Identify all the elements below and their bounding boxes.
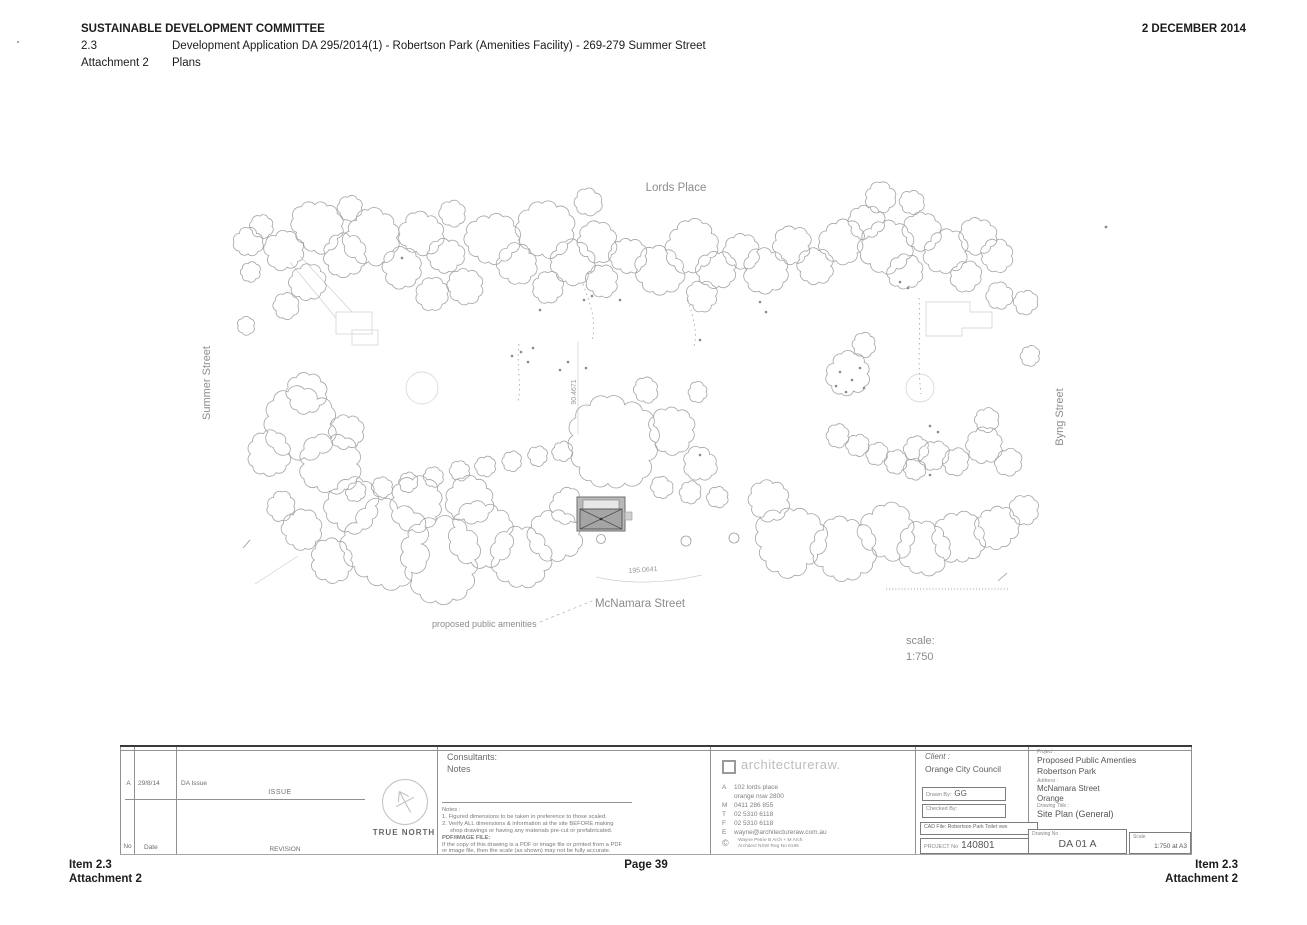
scale-label: scale:: [906, 635, 935, 647]
divider: [120, 747, 121, 855]
item-number: 2.3: [81, 40, 97, 52]
pdf-note-label: PDF/IMAGE FILE:: [442, 835, 491, 841]
project-number-value: 140801: [961, 840, 995, 851]
title-block-double-rule: [120, 750, 1192, 751]
note-1: 1. Figured dimensions to be taken in preference to those scaled.: [442, 814, 607, 820]
drawn-by-box: [922, 787, 1006, 801]
notes-label: Notes :: [442, 807, 461, 813]
amenities-annotation: proposed public amenities: [432, 619, 537, 629]
attachment-label: Attachment 2: [81, 57, 149, 69]
contact-address-2: orange nsw 2800: [734, 793, 784, 800]
divider: [915, 747, 916, 855]
drawing-number-box: [1028, 829, 1127, 854]
item-title: Development Application DA 295/2014(1) - Robertson Park (Amenities Facility) - 269-279 Summer Street: [172, 40, 706, 52]
drawing-title-label: Drawing Title :: [1037, 803, 1069, 809]
issue-label: ISSUE: [268, 789, 292, 796]
firm-logo-icon: [722, 760, 736, 774]
footer-left-attachment: Attachment 2: [69, 873, 142, 885]
consultants-heading: Consultants:: [447, 752, 498, 762]
scale-box-value: 1:750 at A3: [1154, 843, 1187, 850]
drawing-number-label: Drawing No: [1032, 831, 1059, 837]
true-north-label: TRUE NORTH: [372, 828, 436, 837]
small-circles: [597, 533, 740, 546]
contact-fax: F 02 5310 6118: [722, 820, 774, 827]
pdf-note-1: If the copy of this drawing is a PDF or image file or printed from a PDF: [442, 842, 623, 848]
drawn-by-label: Drawn By:: [926, 792, 952, 798]
copyright-icon: ©: [722, 838, 729, 848]
street-label-summer-street: Summer Street: [201, 346, 213, 420]
contact-address-1: A 102 lords place: [722, 784, 779, 791]
checked-by-box: [922, 804, 1006, 818]
address-line-2: Orange: [1037, 794, 1064, 803]
footer-left-item: Item 2.3: [69, 859, 112, 871]
scan-speck: [1105, 226, 1108, 229]
cad-file-box: [920, 822, 1038, 835]
address-line-1: McNamara Street: [1037, 784, 1100, 793]
architect-registration: [738, 838, 802, 849]
contact-mobile: M 0411 286 855: [722, 802, 774, 809]
notes-divider: [442, 802, 632, 803]
revision-description: DA Issue: [181, 780, 208, 787]
proposed-amenities-building: [577, 497, 632, 531]
drawing-number-value: DA 01 A: [1058, 838, 1097, 850]
revision-col-no: No: [123, 843, 132, 850]
project-number-box: [920, 838, 1038, 854]
issue-underline: [125, 799, 365, 800]
page-number: Page 39: [624, 859, 668, 871]
tree-canopy-layer: [233, 182, 1039, 605]
note-2-cont: shop drawings or having any materials pre-cut or prefabricated.: [450, 828, 613, 834]
drawing-title-block: [120, 745, 1192, 855]
divider: [710, 747, 711, 855]
firm-logo-text: architectureraw.: [741, 757, 841, 772]
contact-telephone: T 02 5310 6118: [722, 811, 774, 818]
drawing-title-value: Site Plan (General): [1037, 809, 1114, 819]
checked-by-label: Checked By:: [926, 806, 958, 812]
cad-file-value: CAD File: Robertson Park Toilet vwx: [924, 824, 1008, 830]
revision-col-revision: REVISION: [269, 846, 301, 853]
street-label-byng-street: Byng Street: [1054, 388, 1066, 446]
scale-box-label: Scale: [1133, 834, 1146, 840]
registration-line-2: Architect NSW Reg No 6195: [738, 843, 799, 849]
scale-value: 1:750: [906, 651, 934, 663]
revision-date: 29/8/14: [138, 780, 160, 787]
divider: [437, 747, 438, 855]
footer-right-attachment: Attachment 2: [1165, 873, 1238, 885]
title-block-bottom-rule: [120, 854, 1192, 855]
client-name: Orange City Council: [925, 764, 1002, 774]
note-2: 2. Verify ALL dimensions & information at the site BEFORE making: [442, 821, 614, 827]
dimension-vertical: 90.4671: [571, 379, 578, 405]
registration-line-1: Wayne Petrie B Arch + M Arch: [738, 838, 803, 843]
firm-contact-details: [722, 783, 827, 837]
client-label: Client :: [925, 752, 950, 761]
committee-title: SUSTAINABLE DEVELOPMENT COMMITTEE: [81, 23, 325, 35]
street-label-lords-place: Lords Place: [645, 182, 707, 194]
consultants-subheading: Notes: [447, 764, 471, 774]
annotation-leader-line: [540, 601, 592, 622]
project-number-label: PROJECT No: [924, 844, 959, 850]
contact-email: E wayne@architectureraw.com.au: [722, 829, 827, 836]
revision-letter: A: [126, 780, 131, 787]
revision-col-date: Date: [144, 844, 158, 851]
dimension-horizontal: 195.0641: [628, 565, 658, 576]
footer-right-item: Item 2.3: [1195, 859, 1238, 871]
drawn-by-value: GG: [954, 789, 967, 798]
project-name-2: Robertson Park: [1037, 766, 1097, 776]
project-name-1: Proposed Public Amenties: [1037, 755, 1137, 765]
project-label: Project :: [1037, 749, 1056, 755]
scan-speck: [17, 41, 19, 43]
meeting-date: 2 DECEMBER 2014: [1141, 23, 1246, 35]
faint-survey-lines: [255, 256, 992, 584]
divider: [134, 747, 135, 855]
divider: [176, 747, 177, 855]
dotted-footpaths: [243, 284, 1008, 622]
true-north-compass: [382, 779, 428, 825]
scale-box: [1129, 832, 1191, 854]
tree-trunk-dots: [401, 257, 940, 477]
attachment-title: Plans: [172, 57, 201, 69]
divider: [1191, 747, 1192, 855]
pdf-note-2: or image file, then the scale (as shown) may not be fully accurate.: [442, 848, 611, 854]
address-label: Address :: [1037, 778, 1059, 784]
north-arrow-icon: [383, 780, 427, 824]
street-label-mcnamara-street: McNamara Street: [594, 598, 686, 610]
